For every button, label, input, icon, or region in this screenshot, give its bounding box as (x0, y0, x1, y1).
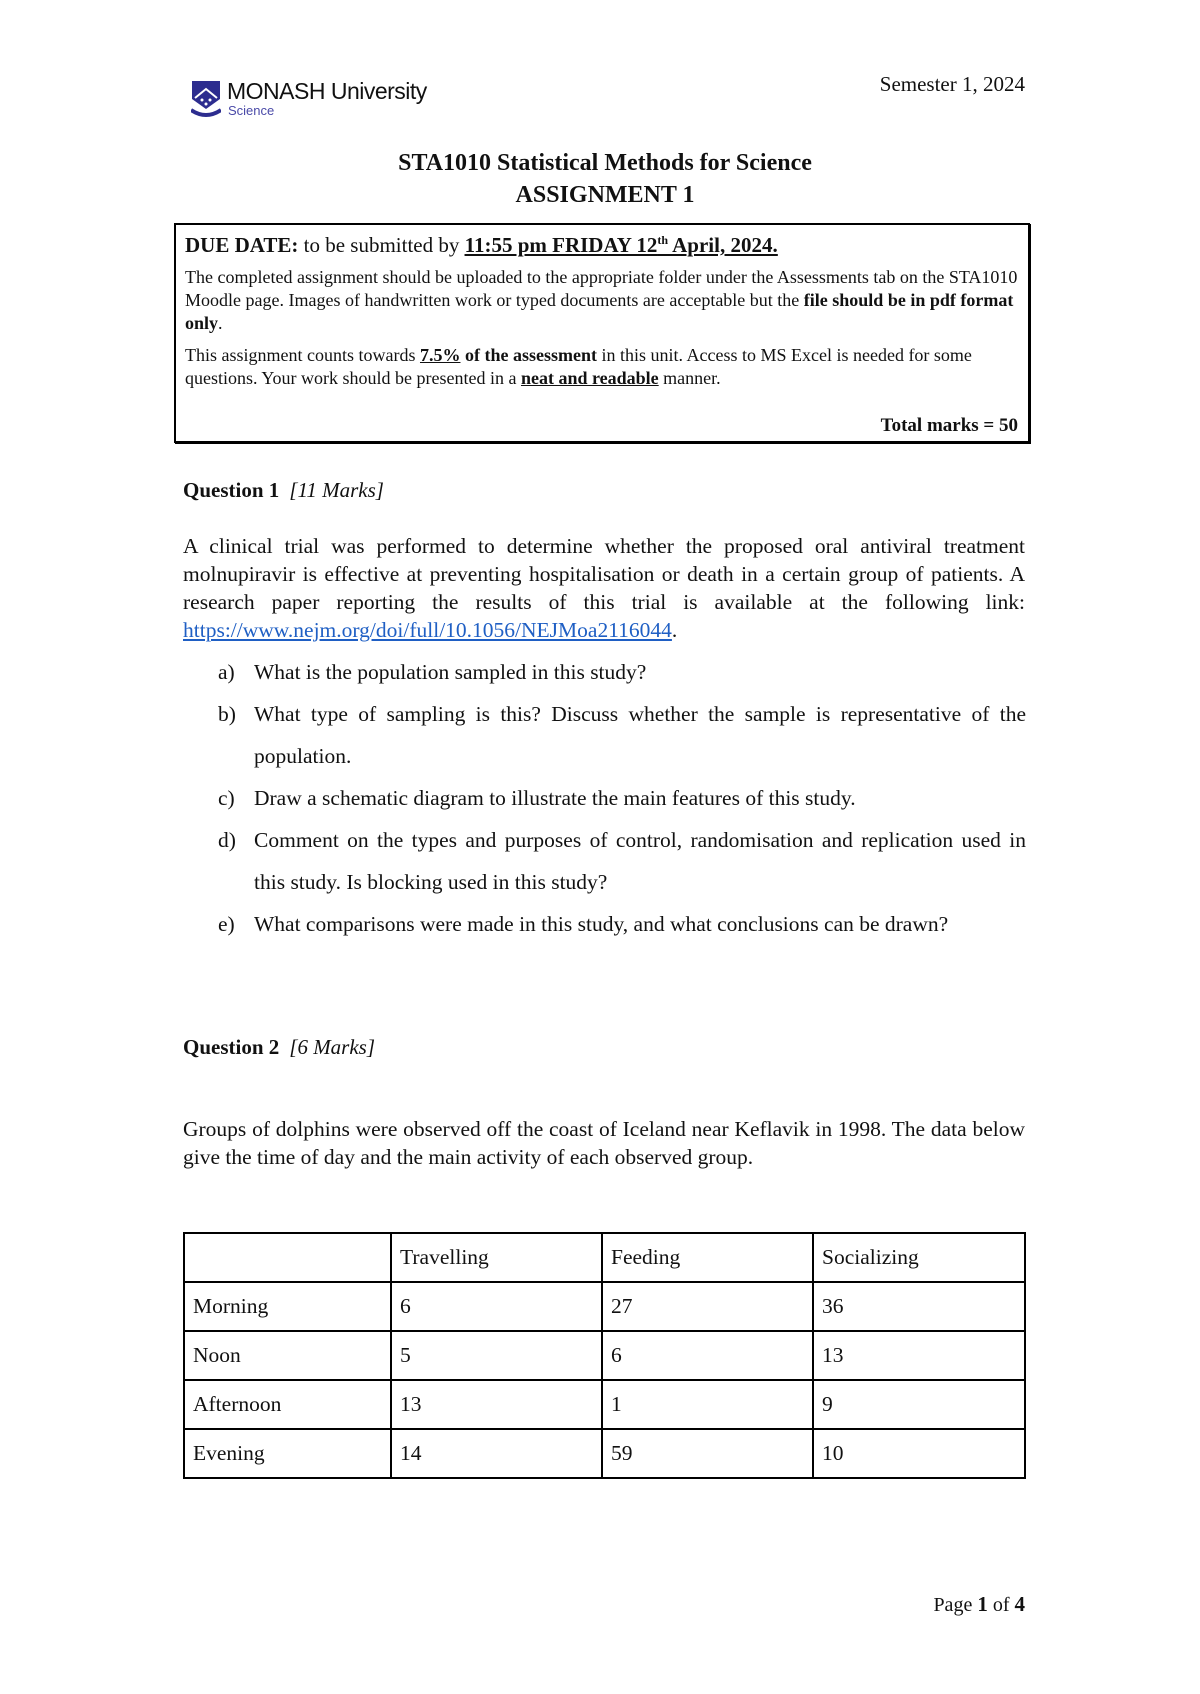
table-cell: 13 (391, 1380, 602, 1429)
table-row (184, 1380, 1025, 1429)
table-row (184, 1282, 1025, 1331)
table-row (184, 1331, 1025, 1380)
question-1-heading: Question 1 [11 Marks] (183, 478, 384, 502)
question-2-heading: Question 2 [6 Marks] (183, 1035, 376, 1059)
semester-label: Semester 1, 2024 (879, 72, 1025, 96)
row-label: Afternoon (184, 1380, 391, 1429)
row-label: Evening (184, 1429, 391, 1478)
logo-text: MONASH University (227, 78, 427, 104)
row-label: Morning (184, 1282, 391, 1331)
table-header-row (184, 1233, 1025, 1282)
course-title: STA1010 Statistical Methods for Science (398, 150, 812, 176)
table-header-cell: Travelling (391, 1233, 602, 1282)
table-row (184, 1429, 1025, 1478)
question-1-item-b: b) What type of sampling is this? Discuss whether the sample is representative of the population. (218, 702, 1026, 768)
question-1-item-e: e) What comparisons were made in this study, and what conclusions can be drawn? (218, 912, 949, 936)
assignment-title: ASSIGNMENT 1 (515, 182, 695, 208)
monash-crest-icon (191, 80, 221, 118)
table-header-cell (184, 1233, 391, 1282)
paper-link[interactable]: https://www.nejm.org/doi/full/10.1056/NEJMoa2116044 (183, 618, 672, 642)
submission-instructions: The completed assignment should be uploaded to the appropriate folder under the Assessments tab on the STA1010 Moodle page. Images of handwritten work or typed documents are acceptable but the file should be in pdf format only. (185, 267, 1018, 333)
question-1-item-d: d) Comment on the types and purposes of control, randomisation and replication used in this study. Is blocking used in this study? (218, 828, 1026, 894)
table-cell: 27 (602, 1282, 813, 1331)
table-cell: 59 (602, 1429, 813, 1478)
table-header-cell: Feeding (602, 1233, 813, 1282)
info-box (174, 223, 1030, 443)
assessment-weight-note: This assignment counts towards 7.5% of the assessment in this unit. Access to MS Excel is needed for some questions. Your work should be presented in a neat and readable manner. (185, 345, 972, 388)
table-cell: 9 (813, 1380, 1025, 1429)
table-cell: 10 (813, 1429, 1025, 1478)
dolphin-activity-table (183, 1232, 1026, 1479)
total-marks: Total marks = 50 (880, 415, 1018, 436)
monash-logo (191, 78, 431, 122)
logo-subtitle: Science (228, 103, 275, 118)
table-cell: 1 (602, 1380, 813, 1429)
table-cell: 13 (813, 1331, 1025, 1380)
table-cell: 6 (391, 1282, 602, 1331)
table-header-cell: Socializing (813, 1233, 1025, 1282)
question-2-intro: Groups of dolphins were observed off the coast of Iceland near Keflavik in 1998. The data below give the time of day and the main activity of each observed group. (183, 1117, 1025, 1169)
table-cell: 14 (391, 1429, 602, 1478)
page-number: Page 1 of 4 (933, 1592, 1025, 1616)
question-1-item-c: c) Draw a schematic diagram to illustrate the main features of this study. (218, 786, 856, 810)
table-cell: 36 (813, 1282, 1025, 1331)
question-1-intro: A clinical trial was performed to determine whether the proposed oral antiviral treatment molnupiravir is effective at preventing hospitalisation or death in a certain group of patients. A research paper reporting the results of this trial is available at the following link: https://www.nejm.org/doi/full/10.1056/NEJMoa2116044. (183, 534, 1025, 642)
question-1-item-a: a) What is the population sampled in this study? (218, 660, 647, 684)
table-cell: 6 (602, 1331, 813, 1380)
table-cell: 5 (391, 1331, 602, 1380)
due-date-line: DUE DATE: to be submitted by 11:55 pm FRIDAY 12th April, 2024. (185, 233, 778, 257)
row-label: Noon (184, 1331, 391, 1380)
